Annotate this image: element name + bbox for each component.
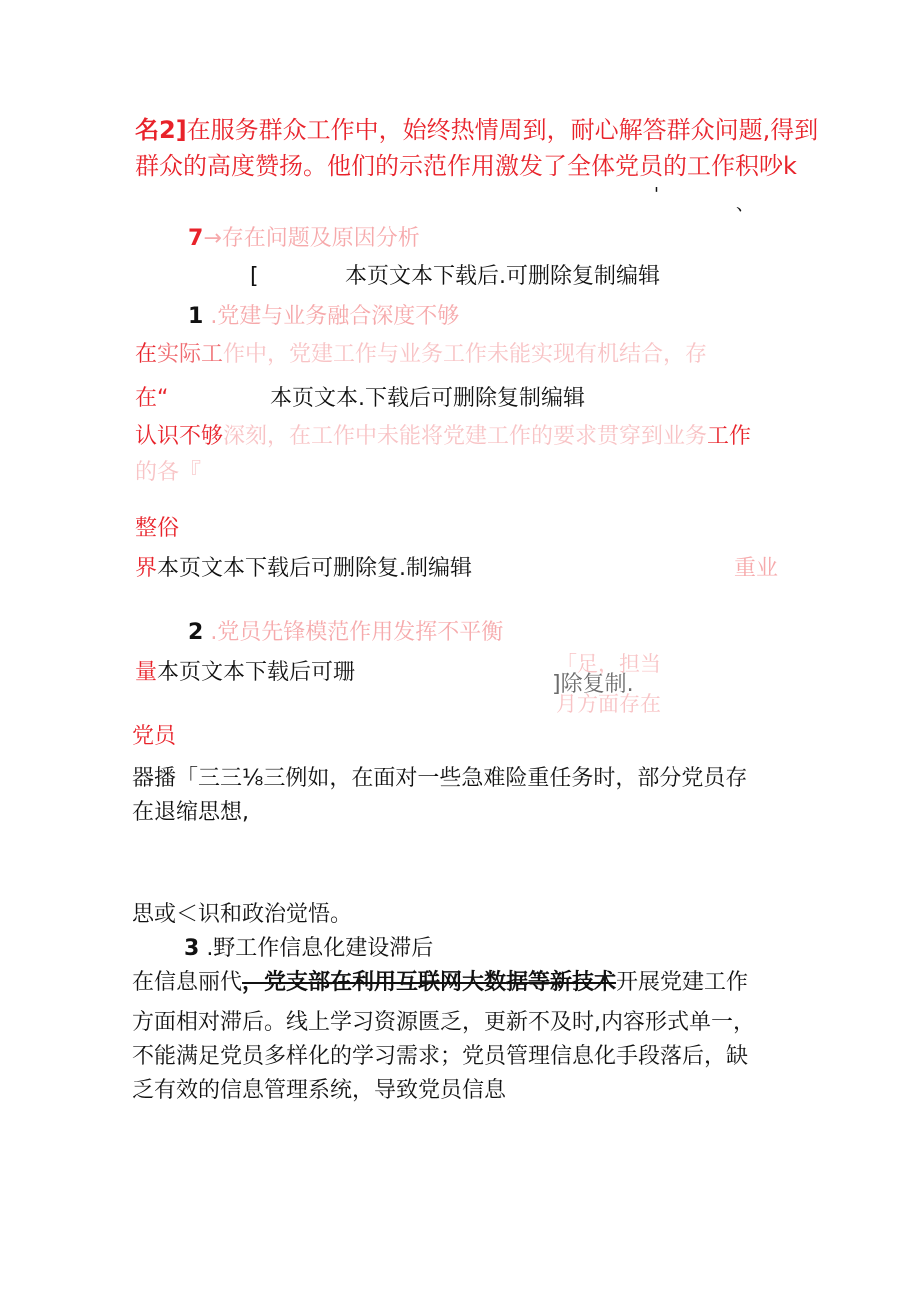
strikethrough-text: ，党支部在利用互联网大数据等新技术: [242, 970, 617, 995]
paragraph-line: 器播「三三⅛三例如，在面对一些急难险重任务时，部分党员存: [132, 766, 748, 791]
text-fragment: 在信息丽代: [132, 970, 243, 995]
ghost-text: ]除复制.: [552, 672, 634, 697]
text-fragment: 工作: [707, 424, 752, 449]
item-heading: [188, 306, 459, 328]
paragraph-line: [132, 972, 748, 994]
stray-mark: 、: [736, 194, 754, 215]
ghost-text: 「足，担当: [556, 652, 661, 676]
stray-mark: ': [654, 184, 659, 205]
paragraph-line: [135, 426, 751, 448]
item-number: 1: [188, 304, 204, 329]
section-heading: [188, 228, 420, 250]
heading-number: 7: [188, 226, 204, 251]
paragraph-line: [135, 558, 472, 580]
watermark-text: 本页文本下载后可删除复.制编辑: [157, 556, 473, 581]
fragment-heading: 整俗: [135, 516, 180, 541]
text-fragment: 名2]: [135, 116, 187, 144]
paragraph-line: 思或＜识和政治觉悟。: [132, 902, 353, 927]
text-fragment: 深刻，在工作中未能将党建工作的要求贯穿到业务: [223, 424, 708, 449]
fragment-heading: 党员: [132, 724, 177, 749]
item-heading: [188, 622, 503, 644]
ghost-text: 月方面存在: [556, 692, 661, 716]
paragraph-line: [135, 344, 707, 366]
paragraph-line: [135, 662, 355, 684]
paragraph-line: 不能满足党员多样化的学习需求；党员管理信息化手段落后，缺: [132, 1044, 749, 1069]
paragraph-line: 在“: [135, 386, 169, 411]
item-number: 2: [188, 620, 204, 645]
paragraph-line: 在退缩思想,: [132, 800, 249, 825]
paragraph-line: 群众的高度赞扬。他们的示范作用激发了全体党员的工作积吵k: [135, 152, 797, 180]
text-fragment: 在: [135, 342, 158, 367]
bracket-mark: [: [250, 264, 259, 289]
paragraph-line: 乏有效的信息管理系统，导致党员信息: [132, 1078, 507, 1103]
item-number: 3: [184, 936, 200, 961]
watermark-text: 本页文本下载后可珊: [157, 660, 356, 685]
heading-text: →存在问题及原因分析: [203, 226, 420, 251]
text-fragment: 在服务群众工作中，始终热情周到，耐心解答群众问题,得到: [186, 116, 819, 144]
text-fragment: 开展党建工作: [616, 970, 749, 995]
watermark-text: 本页文本下载后.可删除复制编辑: [345, 264, 660, 289]
item-text: .党建与业务融合深度不够: [210, 304, 460, 329]
item-text: .野工作信息化建设滞后: [206, 936, 434, 961]
item-text: .党员先锋模范作用发挥不平衡: [210, 620, 504, 645]
text-fragment: 实际工: [157, 342, 224, 367]
watermark-text: 本页文本.下载后可删除复制编辑: [270, 386, 585, 411]
text-fragment: 量: [135, 660, 158, 685]
paragraph-line: [135, 118, 818, 142]
paragraph-line: 方面相对滞后。线上学习资源匮乏，更新不及时,内容形式单一，: [132, 1010, 755, 1035]
text-fragment: 界: [135, 556, 158, 581]
text-fragment: 作中，党建工作与业务工作未能实现有机结合，存: [223, 342, 708, 367]
text-fragment: 重业: [734, 556, 779, 581]
paragraph-line: 的各『: [135, 460, 202, 485]
item-heading: [184, 938, 433, 960]
text-fragment: 认识不够: [135, 424, 224, 449]
